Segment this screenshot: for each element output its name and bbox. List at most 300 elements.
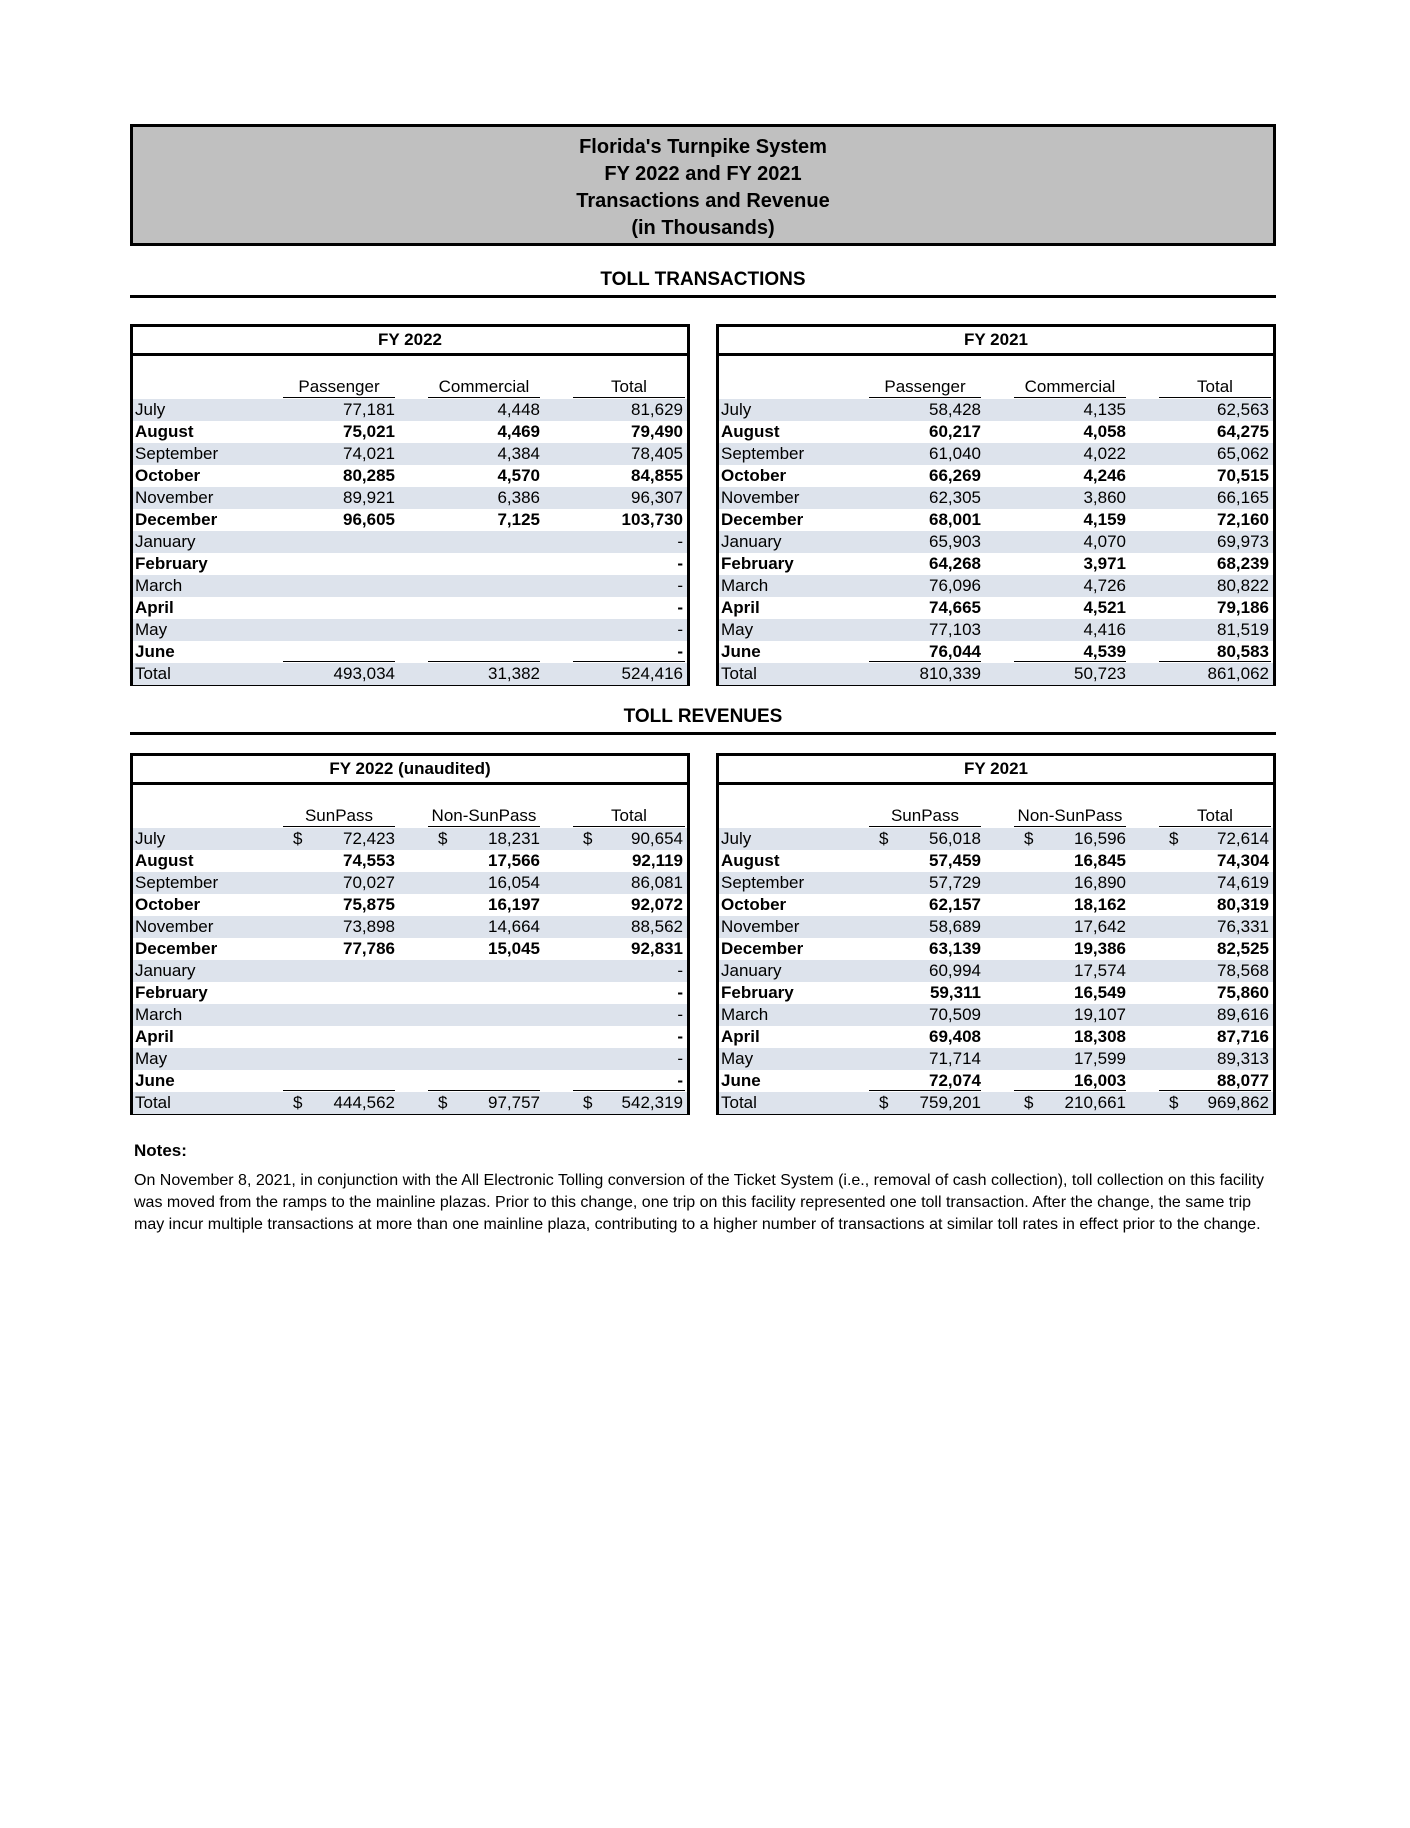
month-label: November bbox=[135, 917, 214, 936]
cell-value: 74,665 bbox=[929, 598, 981, 617]
cell-value: 17,574 bbox=[1074, 961, 1126, 980]
cell-value: 4,070 bbox=[1083, 532, 1126, 551]
notes-section bbox=[134, 1140, 1276, 1236]
table-row bbox=[133, 553, 687, 575]
cell-value: 68,001 bbox=[929, 510, 981, 529]
cell-value: 62,157 bbox=[929, 895, 981, 914]
section-divider bbox=[130, 295, 1276, 298]
table-row bbox=[719, 850, 1273, 872]
column-header: Total bbox=[611, 377, 647, 396]
month-label: July bbox=[721, 829, 752, 848]
cell-value: 77,786 bbox=[343, 939, 395, 958]
cell-value: 97,757 bbox=[488, 1093, 540, 1112]
table-row bbox=[133, 872, 687, 894]
table-row bbox=[719, 894, 1273, 916]
table-row bbox=[719, 916, 1273, 938]
table-row bbox=[719, 553, 1273, 575]
table-row bbox=[133, 399, 687, 421]
cell-value: 81,519 bbox=[1217, 620, 1269, 639]
column-header-underline bbox=[428, 397, 540, 398]
table-row bbox=[719, 1026, 1273, 1048]
cell-value: 82,525 bbox=[1217, 939, 1269, 958]
month-label: May bbox=[721, 620, 754, 639]
cell-value: 71,714 bbox=[929, 1049, 981, 1068]
cell-value: 16,003 bbox=[1074, 1071, 1126, 1090]
cell-value: 4,246 bbox=[1083, 466, 1126, 485]
month-label: March bbox=[135, 1005, 183, 1024]
column-header-underline bbox=[283, 397, 395, 398]
table-body bbox=[133, 828, 687, 1114]
column-header-underline bbox=[428, 826, 540, 827]
table-row bbox=[719, 421, 1273, 443]
column-header: Commercial bbox=[438, 377, 530, 396]
cell-value: 70,515 bbox=[1217, 466, 1269, 485]
month-label: Total bbox=[721, 664, 757, 683]
table-row bbox=[719, 487, 1273, 509]
subtotal-underline bbox=[1014, 661, 1126, 662]
cell-value: 16,596 bbox=[1074, 829, 1126, 848]
month-label: August bbox=[135, 422, 194, 441]
table-row bbox=[133, 1026, 687, 1048]
month-label: February bbox=[135, 983, 208, 1002]
month-label: June bbox=[721, 1071, 761, 1090]
table-row bbox=[719, 1004, 1273, 1026]
title-line-1: Florida's Turnpike System bbox=[579, 136, 827, 158]
table-row bbox=[133, 828, 687, 850]
currency-symbol: $ bbox=[583, 829, 593, 848]
currency-symbol: $ bbox=[879, 1093, 889, 1112]
cell-value: 65,903 bbox=[929, 532, 981, 551]
month-label: October bbox=[135, 895, 201, 914]
cell-value: 74,304 bbox=[1217, 851, 1269, 870]
month-label: January bbox=[135, 532, 196, 551]
cell-value: 70,509 bbox=[929, 1005, 981, 1024]
cell-value: - bbox=[677, 598, 683, 617]
month-label: February bbox=[721, 983, 794, 1002]
cell-value: 62,305 bbox=[929, 488, 981, 507]
revenues-fy2022-table bbox=[130, 753, 690, 1115]
month-label: May bbox=[135, 620, 168, 639]
cell-value: 7,125 bbox=[497, 510, 540, 529]
cell-value: 4,469 bbox=[497, 422, 540, 441]
table-row bbox=[133, 443, 687, 465]
cell-value: 759,201 bbox=[919, 1093, 981, 1112]
cell-value: 63,139 bbox=[929, 939, 981, 958]
notes-heading: Notes: bbox=[134, 1141, 187, 1160]
cell-value: 73,898 bbox=[343, 917, 395, 936]
column-header-underline bbox=[1159, 397, 1271, 398]
table-row bbox=[133, 465, 687, 487]
month-label: December bbox=[135, 510, 218, 529]
column-header: Passenger bbox=[884, 377, 966, 396]
currency-symbol: $ bbox=[438, 829, 448, 848]
month-label: Total bbox=[135, 1093, 171, 1112]
cell-value: 60,217 bbox=[929, 422, 981, 441]
column-header-underline bbox=[1014, 397, 1126, 398]
month-label: October bbox=[135, 466, 201, 485]
cell-value: 89,921 bbox=[343, 488, 395, 507]
month-label: December bbox=[135, 939, 218, 958]
subtotal-underline bbox=[1159, 1090, 1271, 1091]
cell-value: 72,074 bbox=[929, 1071, 981, 1090]
revenues-fy2021-table bbox=[716, 753, 1276, 1115]
subtotal-underline bbox=[428, 661, 540, 662]
table-row bbox=[133, 960, 687, 982]
cell-value: 57,459 bbox=[929, 851, 981, 870]
cell-value: - bbox=[677, 1071, 683, 1090]
table-body bbox=[719, 399, 1273, 685]
cell-value: 92,119 bbox=[631, 851, 683, 870]
cell-value: 59,311 bbox=[929, 983, 981, 1002]
cell-value: 16,890 bbox=[1074, 873, 1126, 892]
month-label: March bbox=[721, 576, 769, 595]
column-header-underline bbox=[869, 397, 981, 398]
cell-value: - bbox=[677, 961, 683, 980]
month-label: September bbox=[721, 444, 805, 463]
table-row bbox=[133, 421, 687, 443]
month-label: February bbox=[135, 554, 208, 573]
table-row bbox=[719, 443, 1273, 465]
currency-symbol: $ bbox=[1169, 829, 1179, 848]
cell-value: - bbox=[677, 1027, 683, 1046]
cell-value: 84,855 bbox=[631, 466, 683, 485]
cell-value: 66,165 bbox=[1217, 488, 1269, 507]
fiscal-year-heading: FY 2021 bbox=[719, 756, 1273, 785]
table-row bbox=[719, 619, 1273, 641]
month-label: December bbox=[721, 939, 804, 958]
cell-value: 79,186 bbox=[1217, 598, 1269, 617]
month-label: Total bbox=[135, 664, 171, 683]
cell-value: 969,862 bbox=[1207, 1093, 1269, 1112]
total-row bbox=[133, 1092, 687, 1114]
cell-value: 70,027 bbox=[343, 873, 395, 892]
toll-revenues-heading: TOLL REVENUES bbox=[623, 706, 783, 727]
subtotal-underline bbox=[869, 661, 981, 662]
cell-value: 92,831 bbox=[631, 939, 683, 958]
title-line-4: (in Thousands) bbox=[631, 217, 775, 239]
table-row bbox=[719, 938, 1273, 960]
cell-value: 69,408 bbox=[929, 1027, 981, 1046]
cell-value: 76,044 bbox=[929, 642, 981, 661]
column-header: Total bbox=[1197, 806, 1233, 825]
cell-value: 96,307 bbox=[631, 488, 683, 507]
cell-value: - bbox=[677, 1049, 683, 1068]
month-label: June bbox=[135, 1071, 175, 1090]
column-header-underline bbox=[573, 826, 685, 827]
cell-value: 4,135 bbox=[1083, 400, 1126, 419]
cell-value: 4,022 bbox=[1083, 444, 1126, 463]
cell-value: 15,045 bbox=[488, 939, 540, 958]
table-row bbox=[719, 872, 1273, 894]
cell-value: 31,382 bbox=[488, 664, 540, 683]
column-header: Non-SunPass bbox=[1017, 806, 1123, 825]
cell-value: 810,339 bbox=[919, 664, 981, 683]
cell-value: 16,549 bbox=[1074, 983, 1126, 1002]
table-row bbox=[133, 1048, 687, 1070]
table-row bbox=[133, 850, 687, 872]
cell-value: 4,726 bbox=[1083, 576, 1126, 595]
table-row bbox=[719, 597, 1273, 619]
cell-value: 18,308 bbox=[1074, 1027, 1126, 1046]
cell-value: 80,285 bbox=[343, 466, 395, 485]
subtotal-underline bbox=[1014, 1090, 1126, 1091]
cell-value: 861,062 bbox=[1207, 664, 1269, 683]
table-row bbox=[133, 509, 687, 531]
cell-value: 74,619 bbox=[1217, 873, 1269, 892]
cell-value: 62,563 bbox=[1217, 400, 1269, 419]
table-row bbox=[133, 597, 687, 619]
cell-value: 76,096 bbox=[929, 576, 981, 595]
column-header-underline bbox=[283, 826, 395, 827]
table-body bbox=[719, 828, 1273, 1114]
subtotal-underline bbox=[283, 661, 395, 662]
month-label: September bbox=[135, 444, 219, 463]
month-label: January bbox=[721, 961, 782, 980]
month-label: August bbox=[721, 851, 780, 870]
cell-value: 87,716 bbox=[1217, 1027, 1269, 1046]
cell-value: 68,239 bbox=[1217, 554, 1269, 573]
cell-value: 80,319 bbox=[1217, 895, 1269, 914]
cell-value: 542,319 bbox=[621, 1093, 683, 1112]
month-label: October bbox=[721, 466, 787, 485]
table-row bbox=[719, 982, 1273, 1004]
table-row bbox=[133, 487, 687, 509]
month-label: January bbox=[721, 532, 782, 551]
month-label: September bbox=[135, 873, 219, 892]
table-row bbox=[133, 531, 687, 553]
cell-value: 58,689 bbox=[929, 917, 981, 936]
currency-symbol: $ bbox=[293, 1093, 303, 1112]
cell-value: 64,275 bbox=[1217, 422, 1269, 441]
column-header-underline bbox=[573, 397, 685, 398]
cell-value: 4,448 bbox=[497, 400, 540, 419]
cell-value: 3,971 bbox=[1083, 554, 1126, 573]
cell-value: 19,386 bbox=[1074, 939, 1126, 958]
cell-value: 50,723 bbox=[1074, 664, 1126, 683]
cell-value: 77,181 bbox=[343, 400, 395, 419]
month-label: April bbox=[721, 598, 760, 617]
cell-value: 75,021 bbox=[343, 422, 395, 441]
month-label: February bbox=[721, 554, 794, 573]
cell-value: 4,570 bbox=[497, 466, 540, 485]
cell-value: 81,629 bbox=[631, 400, 683, 419]
report-title-box bbox=[130, 124, 1276, 246]
table-row bbox=[133, 1004, 687, 1026]
cell-value: - bbox=[677, 642, 683, 661]
cell-value: 57,729 bbox=[929, 873, 981, 892]
currency-symbol: $ bbox=[1169, 1093, 1179, 1112]
month-label: December bbox=[721, 510, 804, 529]
cell-value: 78,568 bbox=[1217, 961, 1269, 980]
table-row bbox=[133, 982, 687, 1004]
column-header: Total bbox=[1197, 377, 1233, 396]
cell-value: 18,231 bbox=[488, 829, 540, 848]
cell-value: 72,160 bbox=[1217, 510, 1269, 529]
table-body bbox=[133, 399, 687, 685]
column-header: Total bbox=[611, 806, 647, 825]
column-header-underline bbox=[1014, 826, 1126, 827]
cell-value: 19,107 bbox=[1074, 1005, 1126, 1024]
subtotal-underline bbox=[428, 1090, 540, 1091]
fiscal-year-heading: FY 2021 bbox=[719, 327, 1273, 356]
table-row bbox=[133, 1070, 687, 1092]
month-label: July bbox=[721, 400, 752, 419]
cell-value: 17,566 bbox=[488, 851, 540, 870]
cell-value: 60,994 bbox=[929, 961, 981, 980]
column-header: SunPass bbox=[890, 806, 960, 825]
column-header-underline bbox=[1159, 826, 1271, 827]
table-row bbox=[133, 575, 687, 597]
currency-symbol: $ bbox=[1024, 1093, 1034, 1112]
cell-value: 4,416 bbox=[1083, 620, 1126, 639]
cell-value: 66,269 bbox=[929, 466, 981, 485]
column-header: SunPass bbox=[304, 806, 374, 825]
cell-value: 74,553 bbox=[343, 851, 395, 870]
cell-value: 4,159 bbox=[1083, 510, 1126, 529]
table-row bbox=[133, 619, 687, 641]
total-row bbox=[133, 663, 687, 685]
cell-value: 88,562 bbox=[631, 917, 683, 936]
month-label: June bbox=[135, 642, 175, 661]
cell-value: 88,077 bbox=[1217, 1071, 1269, 1090]
cell-value: 72,614 bbox=[1217, 829, 1269, 848]
cell-value: 75,875 bbox=[343, 895, 395, 914]
table-row bbox=[719, 399, 1273, 421]
month-label: July bbox=[135, 829, 166, 848]
month-label: March bbox=[135, 576, 183, 595]
month-label: September bbox=[721, 873, 805, 892]
month-label: January bbox=[135, 961, 196, 980]
cell-value: 4,384 bbox=[497, 444, 540, 463]
title-line-3: Transactions and Revenue bbox=[576, 190, 830, 212]
subtotal-underline bbox=[573, 661, 685, 662]
month-label: August bbox=[135, 851, 194, 870]
cell-value: - bbox=[677, 576, 683, 595]
cell-value: 65,062 bbox=[1217, 444, 1269, 463]
month-label: April bbox=[135, 598, 174, 617]
cell-value: - bbox=[677, 532, 683, 551]
cell-value: 72,423 bbox=[343, 829, 395, 848]
cell-value: 75,860 bbox=[1217, 983, 1269, 1002]
month-label: November bbox=[721, 488, 800, 507]
cell-value: 78,405 bbox=[631, 444, 683, 463]
cell-value: 58,428 bbox=[929, 400, 981, 419]
cell-value: 16,845 bbox=[1074, 851, 1126, 870]
cell-value: 56,018 bbox=[929, 829, 981, 848]
month-label: November bbox=[721, 917, 800, 936]
cell-value: 444,562 bbox=[333, 1093, 395, 1112]
table-row bbox=[133, 641, 687, 663]
subtotal-underline bbox=[283, 1090, 395, 1091]
column-header-underline bbox=[869, 826, 981, 827]
cell-value: - bbox=[677, 620, 683, 639]
cell-value: 79,490 bbox=[631, 422, 683, 441]
currency-symbol: $ bbox=[583, 1093, 593, 1112]
subtotal-underline bbox=[573, 1090, 685, 1091]
table-row bbox=[133, 894, 687, 916]
column-header: Commercial bbox=[1024, 377, 1116, 396]
cell-value: 92,072 bbox=[631, 895, 683, 914]
month-label: April bbox=[135, 1027, 174, 1046]
cell-value: 90,654 bbox=[631, 829, 683, 848]
month-label: June bbox=[721, 642, 761, 661]
transactions-fy2022-table bbox=[130, 324, 690, 686]
cell-value: 80,583 bbox=[1217, 642, 1269, 661]
cell-value: 524,416 bbox=[621, 664, 683, 683]
cell-value: 4,521 bbox=[1083, 598, 1126, 617]
cell-value: 14,664 bbox=[488, 917, 540, 936]
cell-value: 76,331 bbox=[1217, 917, 1269, 936]
column-header: Passenger bbox=[298, 377, 380, 396]
subtotal-underline bbox=[869, 1090, 981, 1091]
table-row bbox=[719, 641, 1273, 663]
cell-value: 6,386 bbox=[497, 488, 540, 507]
cell-value: - bbox=[677, 1005, 683, 1024]
column-header: Non-SunPass bbox=[431, 806, 537, 825]
cell-value: 17,642 bbox=[1074, 917, 1126, 936]
toll-transactions-heading: TOLL TRANSACTIONS bbox=[600, 269, 806, 290]
month-label: March bbox=[721, 1005, 769, 1024]
table-row bbox=[719, 828, 1273, 850]
cell-value: 89,313 bbox=[1217, 1049, 1269, 1068]
cell-value: - bbox=[677, 554, 683, 573]
cell-value: 16,054 bbox=[488, 873, 540, 892]
cell-value: 4,058 bbox=[1083, 422, 1126, 441]
table-row bbox=[719, 960, 1273, 982]
total-row bbox=[719, 663, 1273, 685]
cell-value: 61,040 bbox=[929, 444, 981, 463]
cell-value: 96,605 bbox=[343, 510, 395, 529]
cell-value: 3,860 bbox=[1083, 488, 1126, 507]
table-row bbox=[719, 509, 1273, 531]
cell-value: 69,973 bbox=[1217, 532, 1269, 551]
currency-symbol: $ bbox=[293, 829, 303, 848]
section-divider bbox=[130, 732, 1276, 735]
month-label: April bbox=[721, 1027, 760, 1046]
cell-value: 17,599 bbox=[1074, 1049, 1126, 1068]
cell-value: 80,822 bbox=[1217, 576, 1269, 595]
table-row bbox=[719, 1048, 1273, 1070]
cell-value: 86,081 bbox=[631, 873, 683, 892]
table-row bbox=[719, 1070, 1273, 1092]
cell-value: 77,103 bbox=[929, 620, 981, 639]
total-row bbox=[719, 1092, 1273, 1114]
cell-value: 210,661 bbox=[1064, 1093, 1126, 1112]
cell-value: 493,034 bbox=[333, 664, 395, 683]
fiscal-year-heading: FY 2022 (unaudited) bbox=[133, 756, 687, 785]
cell-value: 89,616 bbox=[1217, 1005, 1269, 1024]
cell-value: 103,730 bbox=[621, 510, 683, 529]
month-label: November bbox=[135, 488, 214, 507]
notes-text: On November 8, 2021, in conjunction with the All Electronic Tolling conversion of the Ticket System (i.e., removal of cash collection), toll collection on this facility was moved from the ramps to the mainline plazas. Prior to this change, one trip on this facility represented one toll transaction. After the change, the same trip may incur multiple transactions at more than one mainline plaza, contributing to a higher number of transactions at similar toll rates in effect prior to the change. bbox=[134, 1172, 1265, 1233]
table-row bbox=[719, 465, 1273, 487]
month-label: August bbox=[721, 422, 780, 441]
table-row bbox=[133, 916, 687, 938]
cell-value: 4,539 bbox=[1083, 642, 1126, 661]
currency-symbol: $ bbox=[1024, 829, 1034, 848]
currency-symbol: $ bbox=[438, 1093, 448, 1112]
transactions-fy2021-table bbox=[716, 324, 1276, 686]
month-label: May bbox=[135, 1049, 168, 1068]
subtotal-underline bbox=[1159, 661, 1271, 662]
cell-value: 64,268 bbox=[929, 554, 981, 573]
cell-value: - bbox=[677, 983, 683, 1002]
month-label: Total bbox=[721, 1093, 757, 1112]
title-line-2: FY 2022 and FY 2021 bbox=[604, 163, 802, 185]
table-row bbox=[719, 575, 1273, 597]
cell-value: 18,162 bbox=[1074, 895, 1126, 914]
month-label: May bbox=[721, 1049, 754, 1068]
